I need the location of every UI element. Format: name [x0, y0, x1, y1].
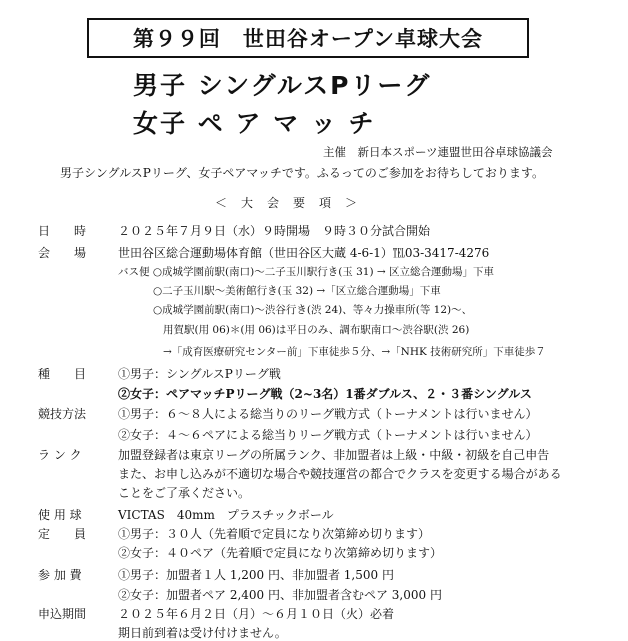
events-line-2: ②女子：ペアマッチPリーグ戦（2~3名）1番ダブルス、２・３番シングルス [118, 387, 532, 401]
bus-line-5: →「成育医療研究センター前」下車徒歩５分、→「NHK 技術研究所」下車徒歩７ [163, 346, 546, 358]
bus-line-4: 用賀駅(用 06)＊(用 06)は平日のみ、調布駅南口〜渋谷駅(渋 26) [163, 324, 470, 336]
fee-line-1: ①男子：加盟者１人 1,200 円、非加盟者 1,500 円 [118, 568, 394, 582]
fee-label: 参 加 費 [38, 568, 82, 582]
events-label: 種 目 [38, 367, 87, 381]
organizer: 主催 新日本スポーツ連盟世田谷卓球協議会 [323, 145, 553, 159]
events-line-1: ①男子：シングルスPリーグ戦 [118, 367, 281, 381]
rank-line-1: 加盟登録者は東京リーグの所属ランク、非加盟者は上級・中級・初級を自己申告 [118, 448, 550, 462]
ball-value: VICTAS 40mm プラスチックボール [118, 508, 334, 522]
outline-heading: ＜ 大 会 要 項 ＞ [215, 196, 359, 210]
subtitle-women: 女子 ペ ア マ ッ チ [133, 109, 376, 138]
bus-line-2: ○二子玉川駅〜美術館行き(玉 32) →「区立総合運動場」下車 [153, 285, 441, 297]
format-line-1: ①男子：６〜８人による総当りのリーグ戦方式（トーナメントは行いません） [118, 407, 538, 421]
ball-label: 使 用 球 [38, 508, 82, 522]
rank-label: ラ ン ク [38, 448, 82, 462]
rank-line-2: また、お申し込みが不適切な場合や競技運営の都合でクラスを変更する場合がある [118, 467, 562, 481]
tournament-title: 第９９回 世田谷オープン卓球大会 [87, 18, 529, 58]
date-label: 日 時 [38, 224, 87, 238]
deadline-value: ２０２５年６月２日（月）〜６月１０日（火）必着 [118, 607, 395, 621]
venue-label: 会 場 [38, 246, 87, 260]
venue-value: 世田谷区総合運動場体育館（世田谷区大蔵 4-6-1）℡03-3417-4276 [118, 246, 490, 260]
bus-line-3: ○成城学園前駅(南口)〜渋谷行き(渋 24)、等々力操車所(等 12)〜、 [153, 304, 473, 316]
intro-text: 男子シングルスPリーグ、女子ペアマッチです。ふるってのご参加をお待ちしております。 [60, 166, 544, 180]
format-label: 競技方法 [38, 407, 87, 421]
capacity-label: 定 員 [38, 527, 87, 541]
rank-line-3: ことをご了承ください。 [118, 486, 251, 500]
bus-line-1: バス便 ○成城学園前駅(南口)〜二子玉川駅行き(玉 31) → 区立総合運動場」下車 [118, 266, 495, 278]
deadline-label: 申込期間 [38, 607, 87, 621]
date-value: ２０２５年７月９日（水）９時開場 ９時３０分試合開始 [118, 224, 431, 238]
format-line-2: ②女子：４〜６ペアによる総当りリーグ戦方式（トーナメントは行いません） [118, 428, 538, 442]
subtitle-men: 男子 シングルスPリーグ [133, 71, 432, 100]
fee-line-2: ②女子：加盟者ペア 2,400 円、非加盟者含むペア 3,000 円 [118, 588, 442, 602]
capacity-line-2: ②女子：４０ペア（先着順で定員になり次第締め切ります） [118, 546, 443, 560]
capacity-line-1: ①男子：３０人（先着順で定員になり次第締め切ります） [118, 527, 431, 541]
deadline-note: 期日前到着は受け付けません。 [118, 626, 287, 640]
